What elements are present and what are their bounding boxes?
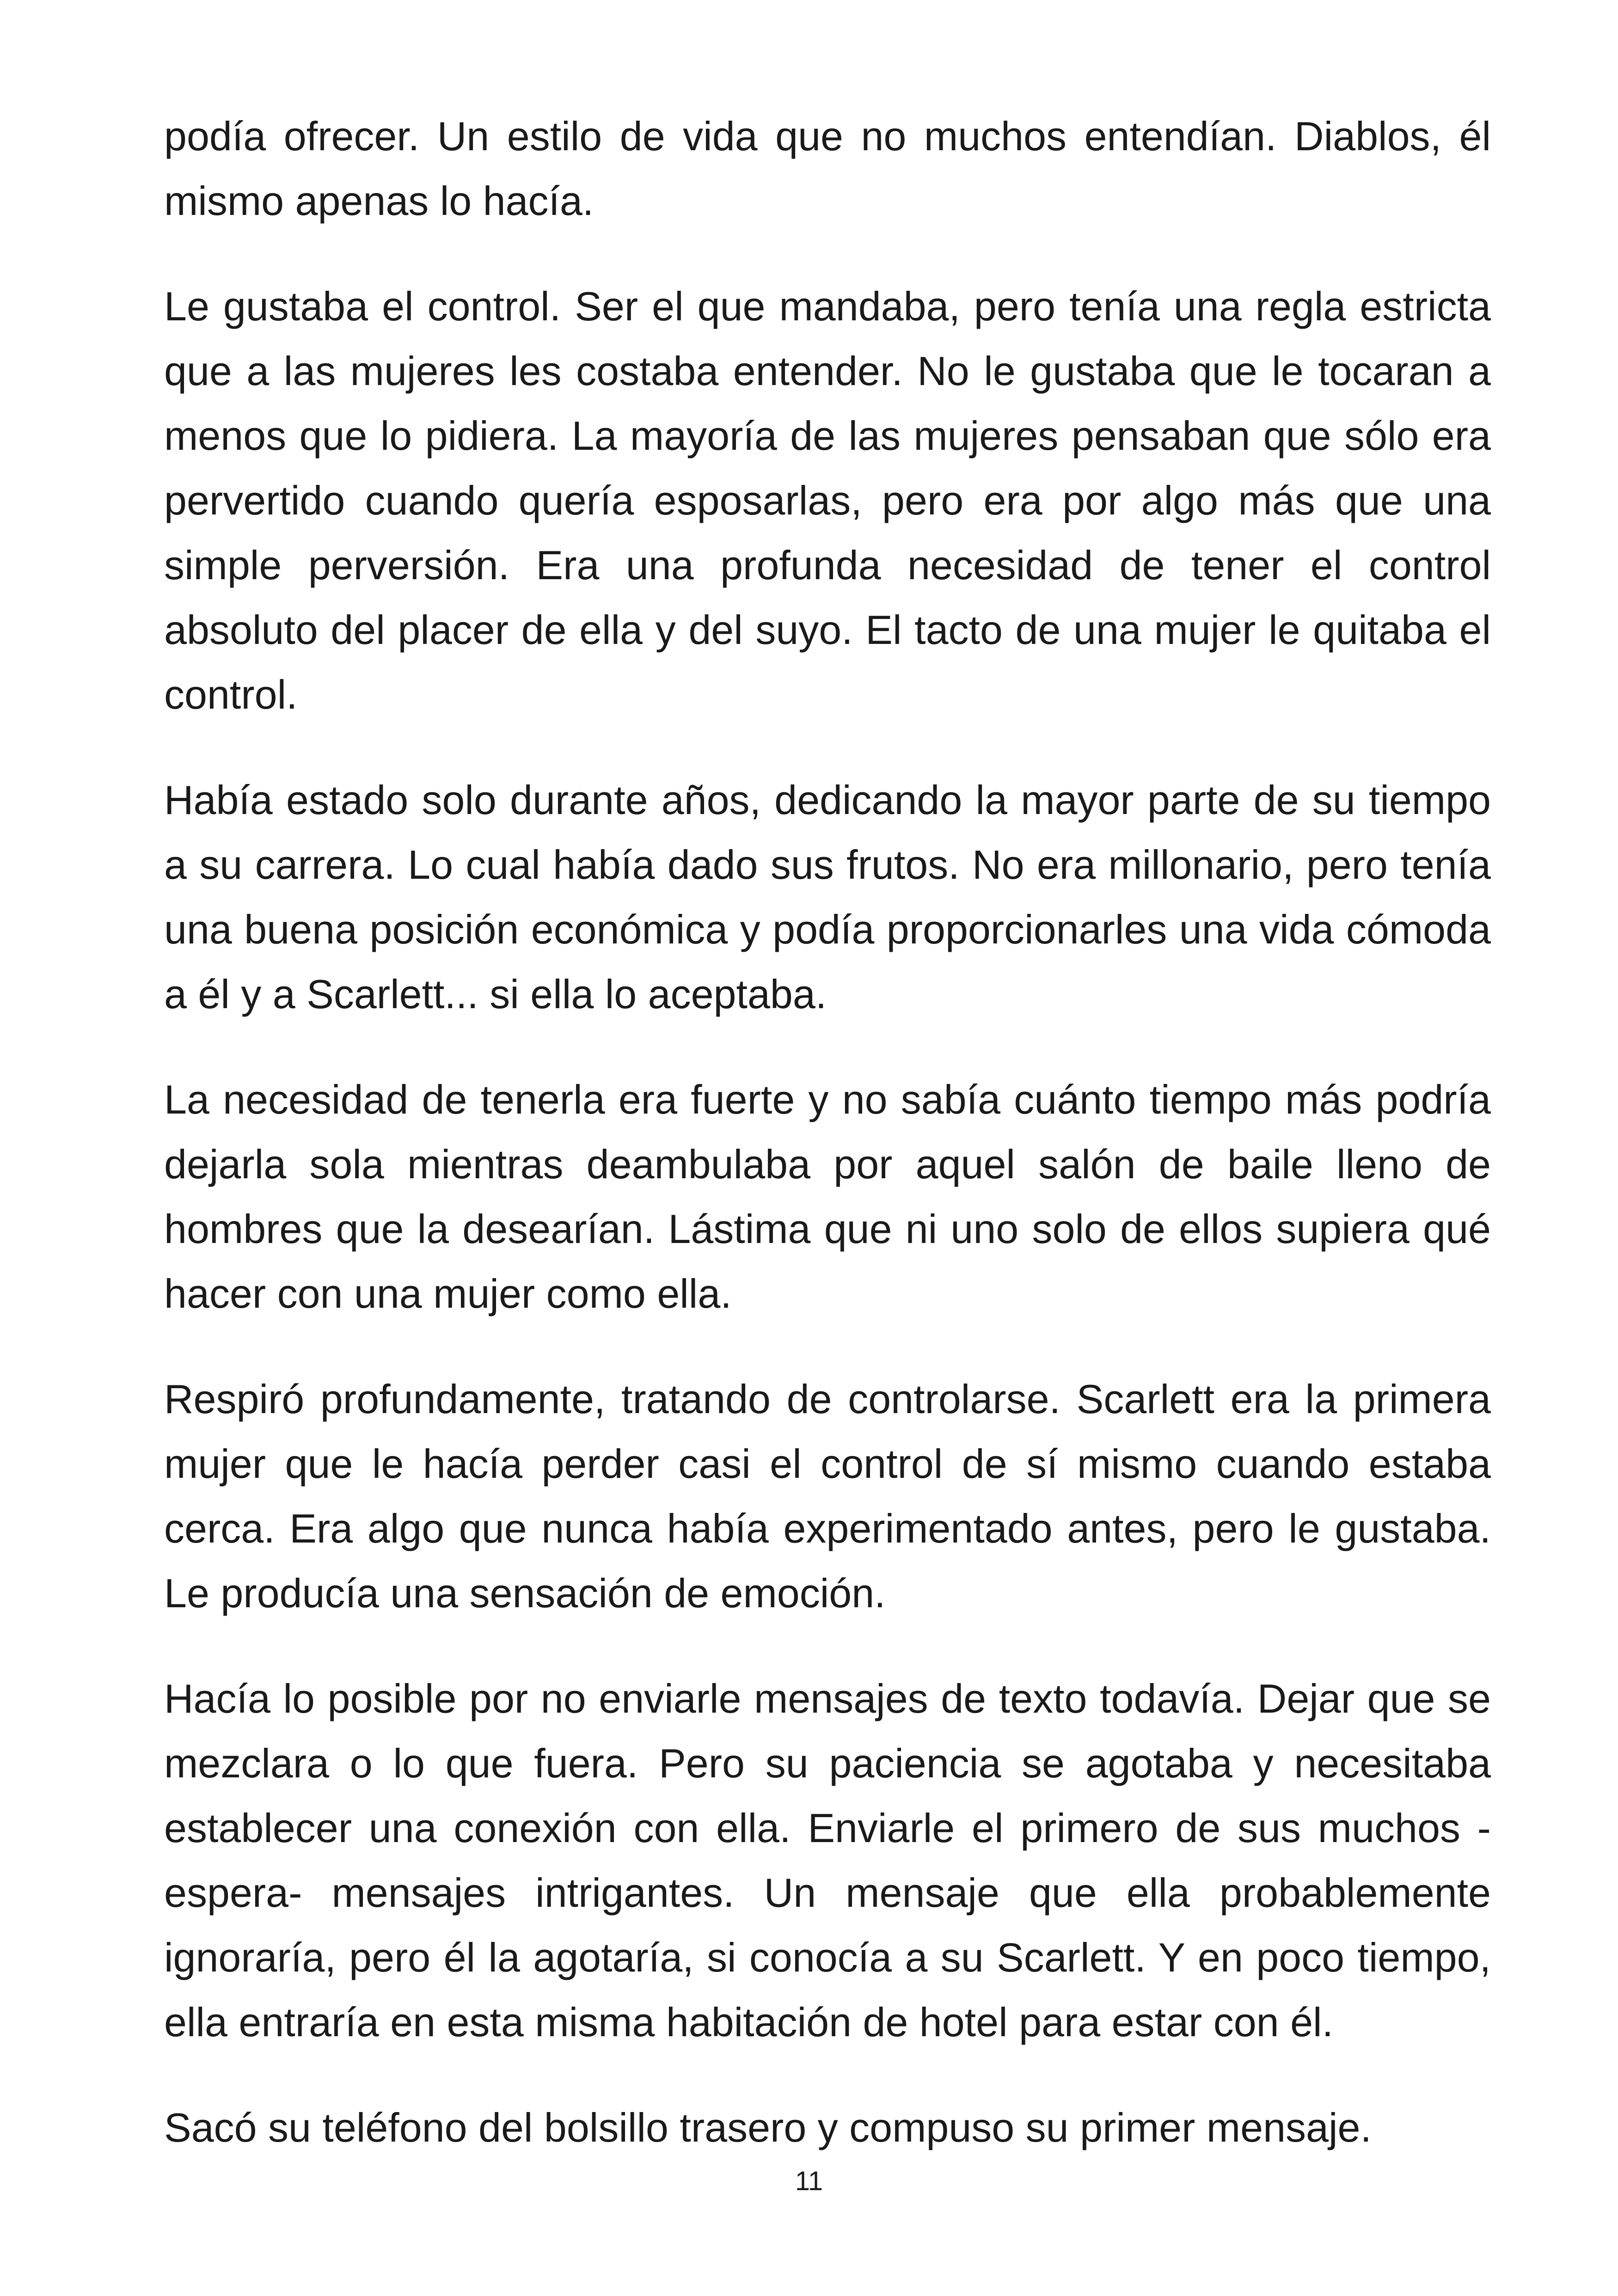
paragraph-2: Le gustaba el control. Ser el que mandaba, pero tenía una regla estricta que a las mujeres les costaba entender. No le gustaba que le tocaran a menos que lo pidiera. La mayoría de las mujeres pensaban que sólo era pervertido cuando quería esposarlas, pero era por algo más que una simple perversión. Era una profunda necesidad de tener el control absoluto del placer de ella y del suyo. El tacto de una mujer le quitaba el control. bbox=[164, 283, 1491, 717]
paragraph-6: Hacía lo posible por no enviarle mensajes de texto todavía. Dejar que se mezclara o lo que fuera. Pero su paciencia se agotaba y necesitaba establecer una conexión con ella. Enviarle el primero de sus muchos -espera- mensajes intrigantes. Un mensaje que ella probablemente ignoraría, pero él la agotaría, si conocía a su Scarlett. Y en poco tiempo, ella entraría en esta misma habitación de hotel para estar con él. bbox=[164, 1676, 1491, 2045]
paragraph-3: Había estado solo durante años, dedicando la mayor parte de su tiempo a su carrera. Lo cual había dado sus frutos. No era millonario, pero tenía una buena posición económica y podía proporcionarles una vida cómoda a él y a Scarlett... si ella lo aceptaba. bbox=[164, 777, 1491, 1017]
paragraph-7: Sacó su teléfono del bolsillo trasero y compuso su primer mensaje. bbox=[164, 2105, 1372, 2150]
page-number: 11 bbox=[795, 2166, 823, 2196]
paragraph-5: Respiró profundamente, tratando de controlarse. Scarlett era la primera mujer que le hacía perder casi el control de sí mismo cuando estaba cerca. Era algo que nunca había experimentado antes, pero le gustaba. Le producía una sensación de emoción. bbox=[164, 1376, 1491, 1616]
paragraph-1: podía ofrecer. Un estilo de vida que no muchos entendían. Diablos, él mismo apenas lo hacía. bbox=[164, 113, 1491, 224]
text-body bbox=[164, 104, 1491, 2201]
paragraph-4: La necesidad de tenerla era fuerte y no sabía cuánto tiempo más podría dejarla sola mientras deambulaba por aquel salón de baile lleno de hombres que la desearían. Lástima que ni uno solo de ellos supiera qué hacer con una mujer como ella. bbox=[164, 1077, 1491, 1316]
